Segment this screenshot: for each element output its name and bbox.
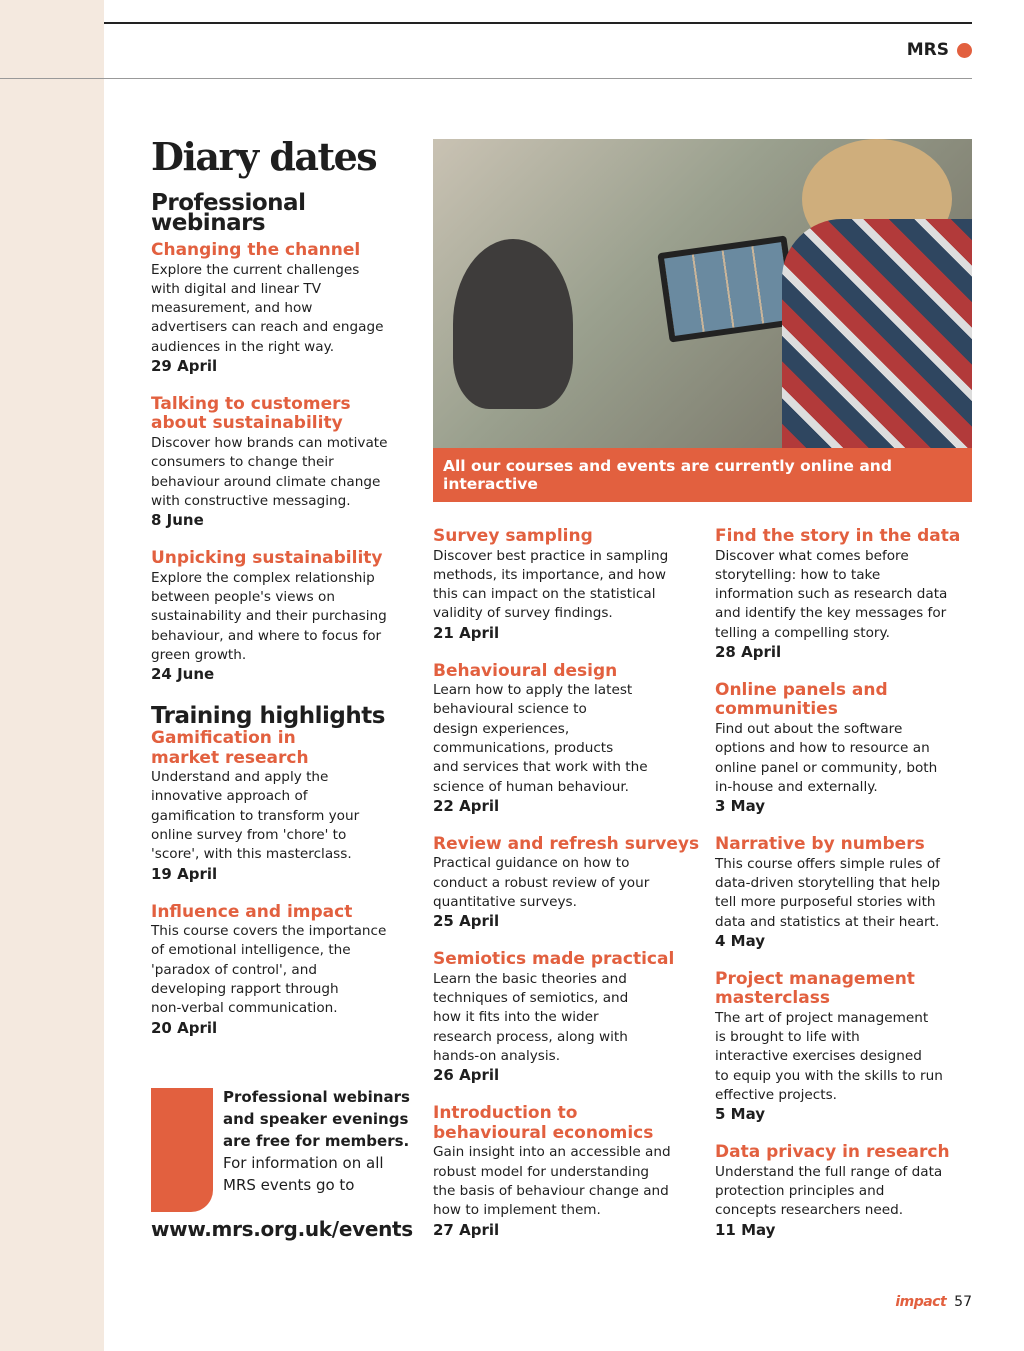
page-number: 57: [954, 1294, 972, 1310]
margin-rule: [0, 78, 104, 79]
event-date: 21 April: [433, 623, 500, 642]
event-title: Gamification in market research: [151, 728, 309, 768]
event-description: This course offers simple rules of data-driven storytelling that help tell more purposeful stories with data and statistics at their heart.: [715, 855, 941, 930]
brand-header: [907, 40, 972, 60]
event-title: Survey sampling: [433, 526, 593, 546]
event-title: Introduction to behavioural economics: [433, 1103, 654, 1143]
header-rule: [104, 78, 972, 79]
event-date: 11 May: [715, 1220, 776, 1239]
person-shirt-image: [782, 219, 972, 449]
event-item: [433, 950, 701, 1085]
event-title: Behavioural design: [433, 660, 618, 681]
brand-dot-icon: [957, 43, 972, 58]
event-title: Semiotics made practical: [433, 949, 675, 970]
callout-bold: Professional webinars and speaker evenings are free for members.: [223, 1088, 410, 1150]
event-item: [151, 241, 419, 376]
column-middle: [433, 527, 701, 1259]
event-item: [151, 395, 419, 530]
event-title: Project management masterclass: [715, 968, 915, 1009]
event-date: 8 June: [151, 511, 204, 530]
event-date: 4 May: [715, 931, 766, 950]
event-title: Narrative by numbers: [715, 834, 925, 855]
event-item: [715, 527, 983, 662]
event-item: [715, 835, 983, 951]
event-item: [715, 970, 983, 1124]
event-date: 24 June: [151, 665, 215, 684]
event-description: Gain insight into an accessible and robust model for understanding the basis of behaviour change and how to implement them.: [433, 1144, 671, 1219]
event-item: [151, 903, 419, 1038]
callout-text: [223, 1086, 413, 1196]
event-title: Online panels and communities: [715, 679, 888, 720]
event-date: 20 April: [151, 1018, 218, 1037]
event-item: [151, 729, 419, 883]
event-date: 26 April: [433, 1066, 500, 1085]
event-item: [433, 835, 701, 931]
event-title: Changing the channel: [151, 240, 361, 260]
event-description: Learn the basic theories and techniques of semiotics, and how it fits into the wider research process, along with hands-on analysis.: [433, 970, 629, 1065]
event-date: 5 May: [715, 1105, 766, 1124]
page-margin: [0, 0, 104, 1351]
page-title: Diary dates: [151, 134, 377, 179]
event-description: Learn how to apply the latest behavioural science to design experiences, communications, products and services that work with the science of human behaviour.: [433, 682, 648, 795]
hero-photo: [433, 139, 972, 449]
event-date: 19 April: [151, 864, 218, 883]
event-title: Unpicking sustainability: [151, 548, 383, 569]
event-description: Understand the full range of data protection principles and concepts researchers need.: [715, 1163, 943, 1219]
top-rule: [104, 22, 972, 24]
column-left: [151, 133, 419, 1057]
event-date: 3 May: [715, 797, 766, 816]
event-date: 29 April: [151, 356, 218, 375]
training-heading: Training highlights: [151, 703, 385, 730]
callout-info: For information on all MRS events go to: [223, 1154, 384, 1194]
online-banner: All our courses and events are currently online and interactive: [433, 448, 972, 502]
event-item: [715, 1143, 983, 1239]
event-description: Practical guidance on how to conduct a robust review of your quantitative surveys.: [433, 855, 650, 911]
event-description: Explore the current challenges with digital and linear TV measurement, and how advertisers can reach and engage audiences in the right way.: [151, 261, 384, 355]
event-description: Discover how brands can motivate consumers to change their behaviour around climate change with constructive messaging.: [151, 434, 388, 509]
magazine-logo: impact: [895, 1294, 947, 1310]
event-description: This course covers the importance of emotional intelligence, the 'paradox of control', and developing rapport through non-verbal communication.: [151, 923, 387, 1017]
laptop-video-call-image: [657, 235, 798, 342]
event-item: [433, 527, 701, 643]
cat-image: [453, 239, 573, 409]
event-description: Understand and apply the innovative approach of gamification to transform your online survey from 'chore' to 'score', with this masterclass.: [151, 769, 360, 863]
column-right: [715, 527, 983, 1259]
callout-block: [151, 1088, 213, 1212]
event-date: 27 April: [433, 1220, 500, 1239]
event-title: Review and refresh surveys: [433, 833, 700, 854]
event-item: [151, 549, 419, 684]
event-title: Data privacy in research: [715, 1142, 950, 1163]
event-description: Discover what comes before storytelling: how to take information such as research data and identify the key messages for telling a compelling story.: [715, 547, 948, 641]
event-description: Find out about the software options and how to resource an online panel or community, both in-house and externally.: [715, 720, 938, 795]
event-item: [433, 662, 701, 816]
brand-label: MRS: [906, 40, 949, 60]
event-description: Discover best practice in sampling methods, its importance, and how this can impact on the statistical validity of survey findings.: [433, 547, 669, 622]
event-description: The art of project management is brought to life with interactive exercises designed to equip you with the skills to run effective projects.: [715, 1009, 943, 1104]
event-title: Influence and impact: [151, 901, 353, 922]
event-item: [433, 1104, 701, 1239]
event-title: Talking to customers about sustainability: [151, 393, 351, 434]
events-link[interactable]: www.mrs.org.uk/events: [151, 1217, 413, 1241]
event-title: Find the story in the data: [715, 526, 961, 546]
event-date: 22 April: [433, 796, 500, 815]
event-date: 28 April: [715, 642, 782, 661]
event-item: [715, 681, 983, 816]
webinars-heading: Professional webinars: [151, 190, 306, 236]
event-date: 25 April: [433, 912, 500, 931]
event-description: Explore the complex relationship between people's views on sustainability and their purchasing behaviour, and where to focus for green growth.: [151, 569, 387, 663]
page-footer: [895, 1294, 972, 1310]
